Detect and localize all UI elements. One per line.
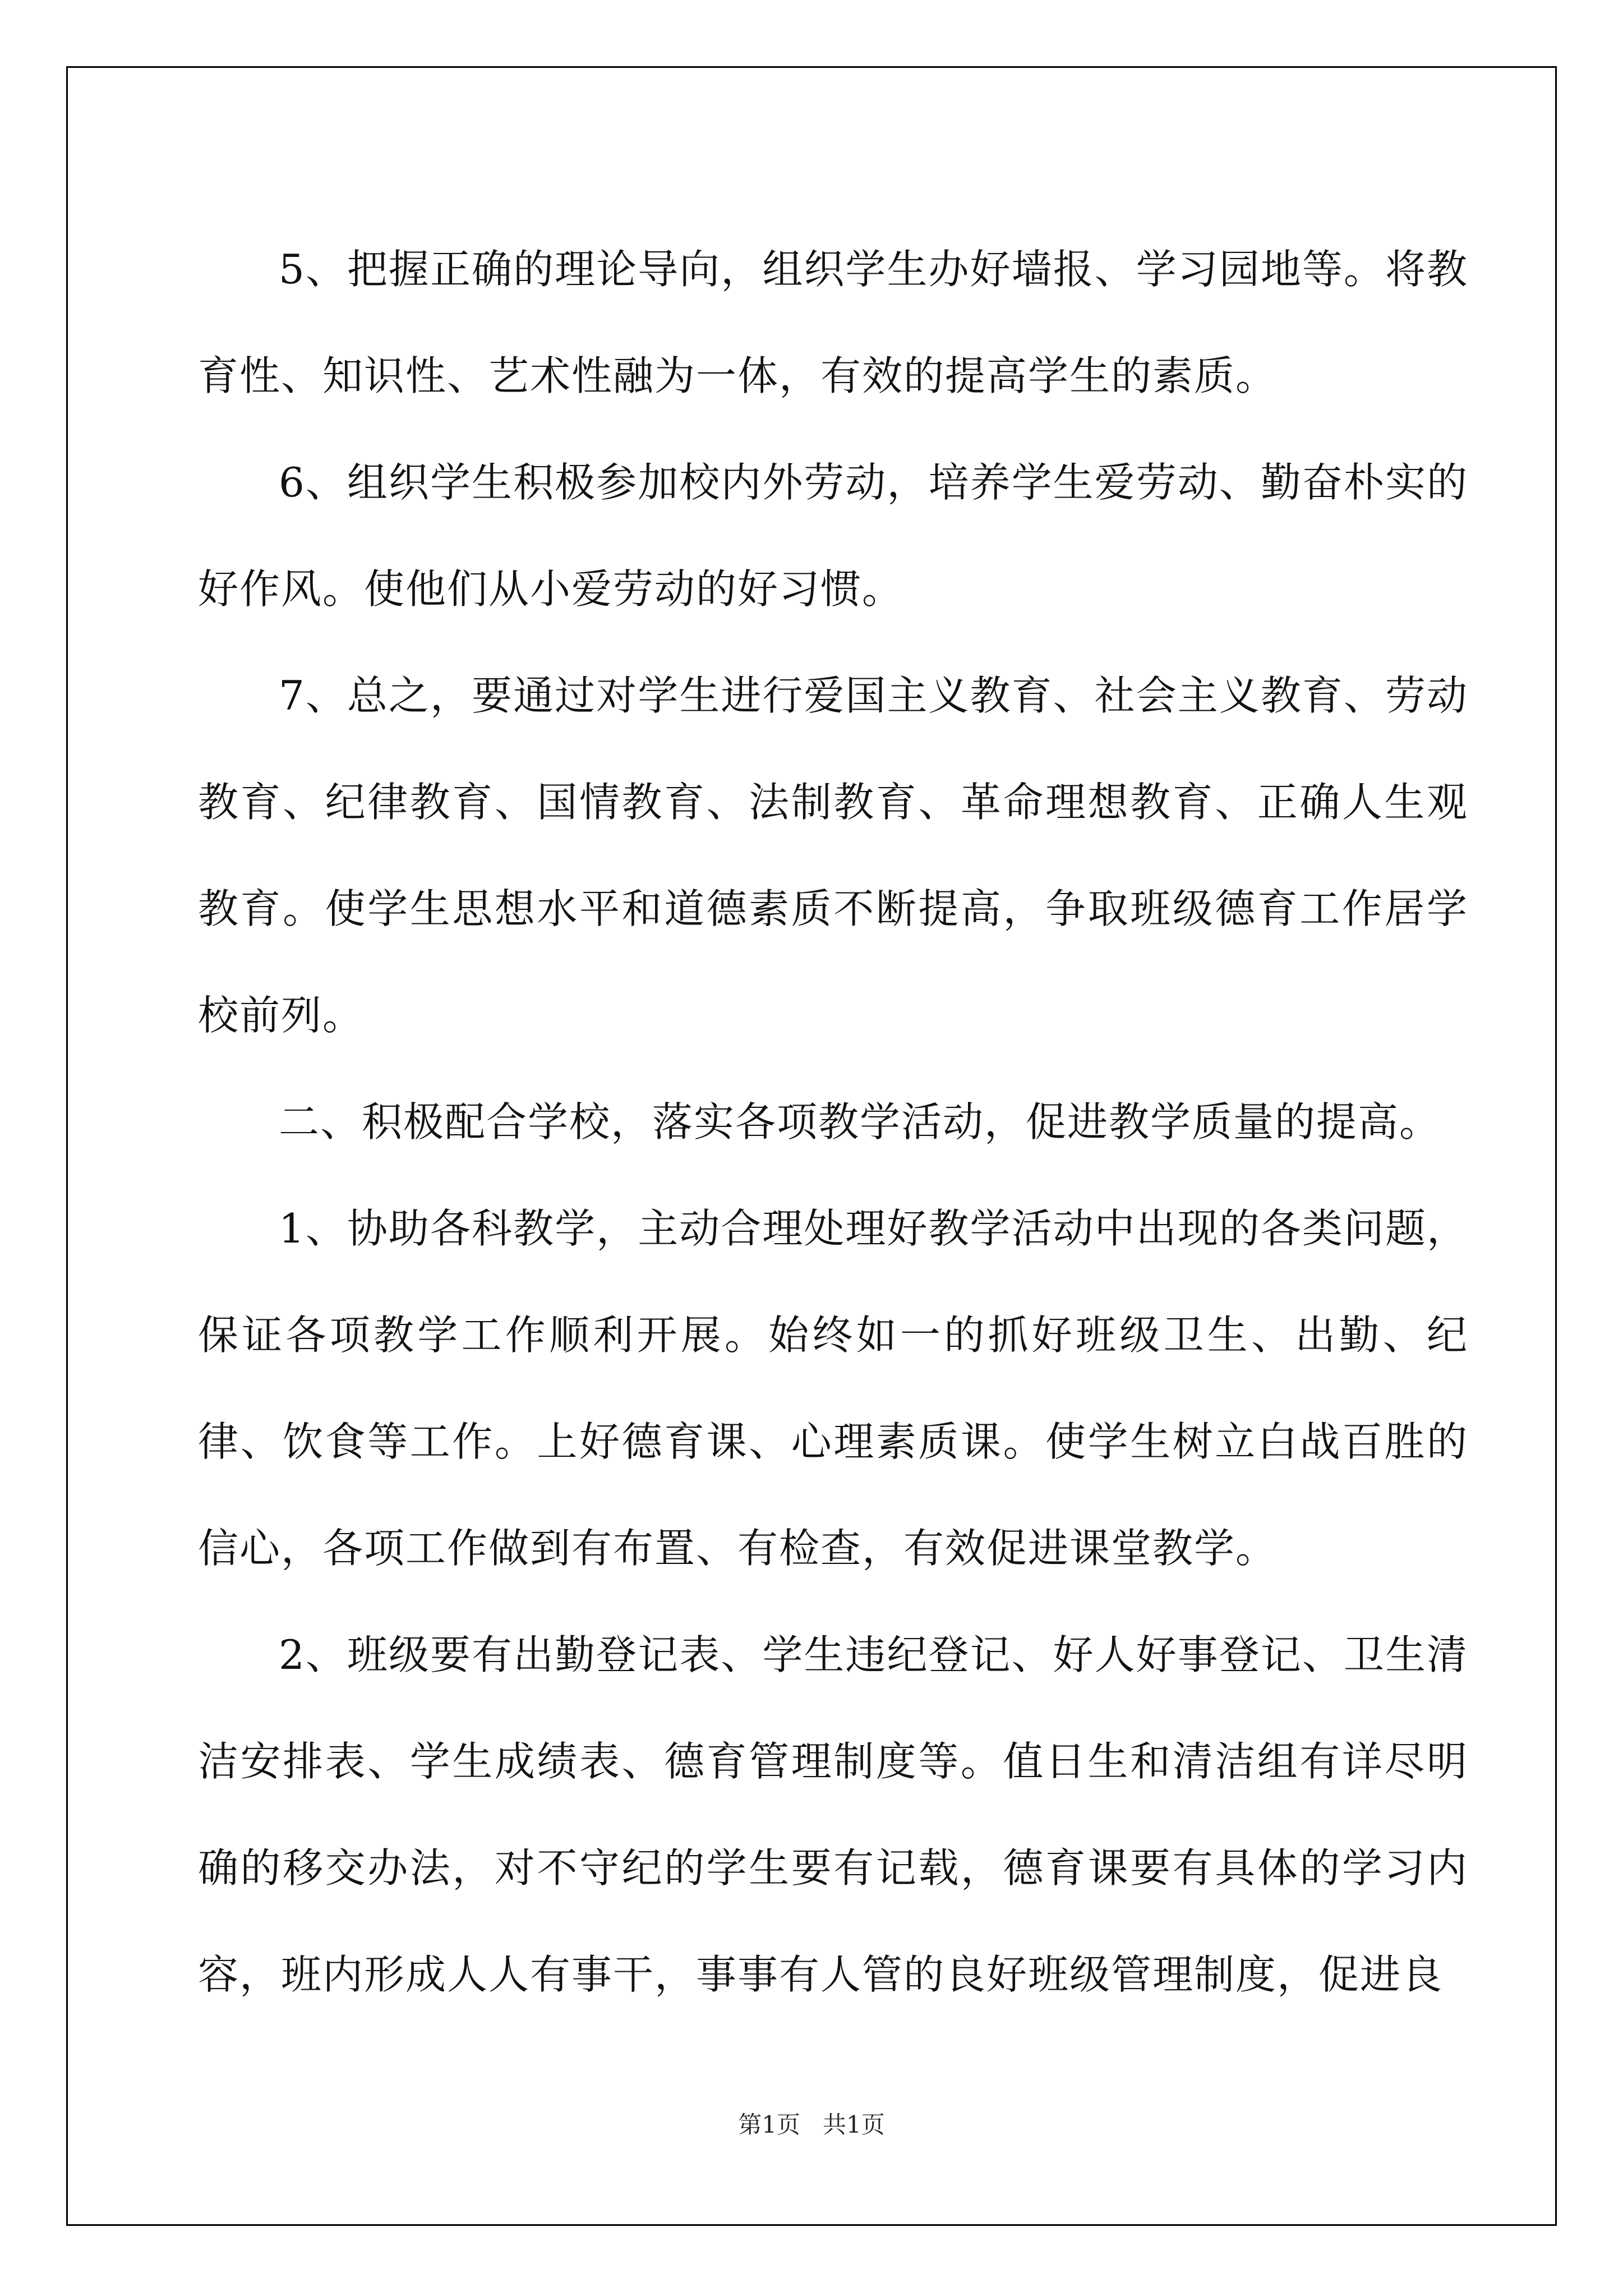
page-footer: 第1页 共1页 bbox=[738, 2111, 885, 2138]
paragraph-item-7: 7、总之，要通过对学生进行爱国主义教育、社会主义教育、劳动教育、纪律教育、国情教育、法制教育、革命理想教育、正确人生观教育。使学生思想水平和道德素质不断提高，争取班级德育工作居学校前列。 bbox=[198, 672, 1468, 1039]
section-heading-2: 二、积极配合学校，落实各项教学活动，促进教学质量的提高。 bbox=[279, 1098, 1441, 1145]
paragraph-item-2: 2、班级要有出勤登记表、学生违纪登记、好人好事登记、卫生清洁安排表、学生成绩表、德育管理制度等。值日生和清洁组有详尽明确的移交办法，对不守纪的学生要有记载，德育课要有具体的学习内容，班内形成人人有事干，事事有人管的良好班级管理制度，促进良 bbox=[198, 1631, 1468, 1998]
document-body bbox=[198, 216, 1468, 2028]
paragraph-item-6: 6、组织学生积极参加校内外劳动，培养学生爱劳动、勤奋朴实的好作风。使他们从小爱劳动的好习惯。 bbox=[198, 459, 1468, 613]
paragraph-item-5: 5、把握正确的理论导向，组织学生办好墙报、学习园地等。将教育性、知识性、艺术性融为一体，有效的提高学生的素质。 bbox=[198, 246, 1468, 399]
paragraph-item-1: 1、协助各科教学，主动合理处理好教学活动中出现的各类问题，保证各项教学工作顺利开展。始终如一的抓好班级卫生、出勤、纪律、饮食等工作。上好德育课、心理素质课。使学生树立白战百胜的信心，各项工作做到有布置、有检查，有效促进课堂教学。 bbox=[198, 1205, 1468, 1572]
